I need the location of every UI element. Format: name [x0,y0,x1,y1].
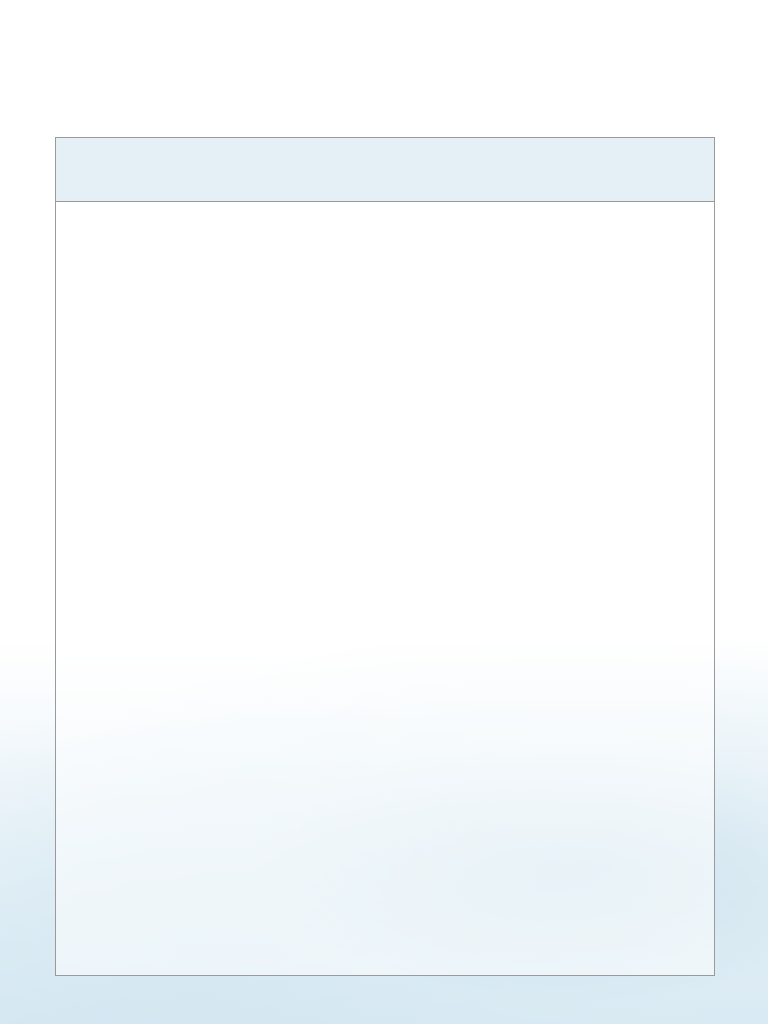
heading-colon [152,100,172,118]
heading-colon [152,82,172,100]
header-accident-causes [56,138,499,201]
heading-malay [56,82,746,100]
header-cases-reported [499,138,597,201]
heading-english-label [56,100,152,118]
table-header [56,138,714,202]
table-heading [56,82,746,118]
heading-english [56,100,746,118]
heading-malay-label [56,82,152,100]
accident-table [55,137,715,976]
